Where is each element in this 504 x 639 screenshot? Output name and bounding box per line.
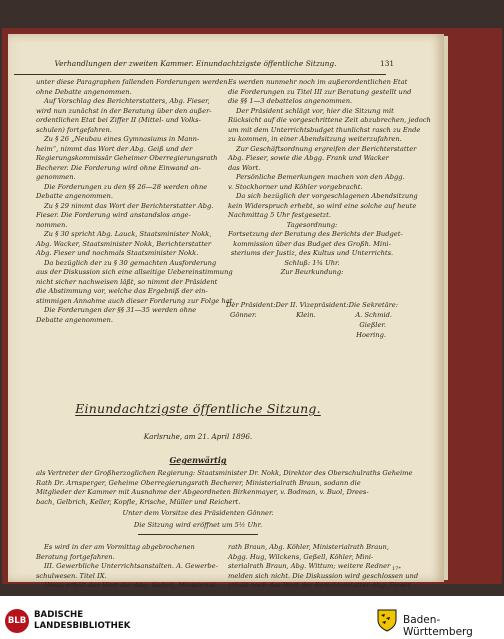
- text-line: steriums der Justiz, des Kultus und Unterrichts.: [230, 249, 394, 257]
- text-line: Der Präsident schlägt vor, hier die Sitzung mit: [236, 106, 394, 115]
- running-title: Verhandlungen der zweiten Kammer. Einundachtzigste öffentliche Sitzung.: [54, 59, 337, 68]
- library-name-line: LANDESBIBLIOTHEK: [34, 620, 131, 631]
- text-line: schulen) fortgefahren.: [36, 125, 112, 134]
- text-line: III. Gewerbliche Unterrichtsanstalten. A. Gewerbe-: [44, 562, 218, 570]
- text-line: genommen.: [36, 173, 76, 181]
- bottom-left-column: [36, 543, 218, 591]
- text-line: bach, Gelbrich, Keller, Kopfle, Krische, Müller und Reichert.: [36, 497, 241, 506]
- text-line: kommission über das Budget des Großh. Mini-: [233, 239, 391, 248]
- text-line: Zu § 30 spricht Abg. Lauck, Staatsminister Nokk,: [44, 230, 212, 238]
- text-line: zu kommen, in einer Abendsitzung weiterzufahren.: [228, 135, 402, 143]
- running-header: [8, 59, 444, 73]
- text-line: aus der Diskussion sich eine allseitige Uebereinstimmung: [36, 268, 233, 276]
- text-line: Abg. Fieser und nochmals Staatsminister Nokk.: [36, 249, 199, 257]
- document-page: [8, 34, 444, 589]
- section-divider: [138, 534, 258, 535]
- text-line: rath Braun, Abg. Köhler, Ministerialrath Braun,: [228, 543, 389, 551]
- right-column: [228, 78, 431, 278]
- session-title: Einundachtzigste öffentliche Sitzung.: [75, 401, 321, 416]
- present-list: [36, 469, 413, 507]
- text-line: Zu § 29 nimmt das Wort der Berichterstatter Abg.: [44, 201, 214, 210]
- text-line: Rath Dr. Arnsperger, Geheime Oberregierungsrath Becherer, Ministerialrath Braun, sodann die: [36, 478, 361, 487]
- text-line: wird nun zunächst in der Beratung über den außer-: [36, 106, 212, 115]
- blb-logo[interactable]: BLB: [5, 609, 29, 633]
- text-line: Nachmittag 5 Uhr festgesetzt.: [228, 211, 331, 219]
- text-line: stimmigen Annahme auch dieser Forderung zur Folge hat.: [36, 296, 235, 305]
- session-date: Karlsruhe, am 21. April 1896.: [143, 432, 253, 441]
- text-line: Es werden nunmehr noch im außerordentlichen Etat: [228, 78, 408, 86]
- text-line: v. Stockhorner und Köhler vorgebracht.: [228, 182, 363, 191]
- text-line: die §§ 1—3 debattelos angenommen.: [228, 97, 353, 105]
- text-line: Beratung fortgefahren.: [36, 552, 115, 561]
- text-line: Abg. Wacker, Staatsminister Nokk, Berichterstatter: [36, 239, 212, 248]
- text-line: Da bezüglich der zu § 30 gemachten Ausforderung: [44, 258, 217, 267]
- text-line: Da sich bezüglich der vorgeschlagenen Abendsitzung: [236, 192, 418, 200]
- library-name[interactable]: [34, 610, 130, 631]
- text-line: Hiezu erhält das Wort der Abg. Geßell, Ministerial-: [44, 581, 218, 589]
- text-line: ordentlichen Etat bei Ziffer II (Mittel- und Volks-: [36, 116, 201, 124]
- text-line: erhält noch das Wort der Berichterstatter Abg. Fieser.: [228, 581, 412, 589]
- text-line: schulwesen. Titel IX.: [36, 571, 107, 580]
- text-line: als Vertreter der Großherzoglichen Regierung: Staatsminister Dr. Nokk, Direktor des Oberschulraths Geheime: [36, 469, 413, 477]
- text-line: Rücksicht auf die vorgeschrittene Zeit abzubrechen, jedoch: [228, 116, 431, 124]
- text-line: Zur Beurkundung:: [280, 268, 344, 276]
- text-line: nommen.: [36, 220, 68, 229]
- text-line: Abgg. Hug, Wilckens, Geßell, Köhler, Mini-: [228, 552, 374, 561]
- signature-name: Gießler.: [359, 321, 386, 329]
- text-line: Auf Vorschlag des Berichterstatters, Abg. Fieser,: [44, 97, 210, 105]
- text-line: Schluß: 1¾ Uhr.: [284, 258, 340, 267]
- chair-line: Unter dem Vorsitze des Präsidenten Gönner.: [122, 509, 274, 517]
- signature-label: Der II. Vizepräsident:: [275, 301, 349, 309]
- text-line: Es wird in der am Vormittag abgebrochenen: [44, 543, 195, 551]
- text-line: Die Forderungen der §§ 31—35 werden ohne: [44, 306, 197, 314]
- baden-wuerttemberg-coat-of-arms-icon[interactable]: [376, 608, 398, 632]
- text-line: die Abstimmung vor, welche das Ergebniß der ein-: [36, 287, 208, 295]
- state-name[interactable]: Baden-Württemberg: [403, 614, 473, 638]
- left-column: [36, 78, 235, 325]
- text-line: Die Forderungen zu den §§ 26—28 werden ohne: [44, 182, 208, 191]
- text-line: melden sich nicht. Die Diskussion wird geschlossen und: [228, 571, 419, 580]
- text-line: sterialrath Braun, Abg. Wittum; weitere Redner: [228, 562, 391, 570]
- text-line: Zur Geschäftsordnung ergreifen der Berichterstatter: [236, 144, 417, 153]
- present-heading: Gegenwärtig: [169, 455, 227, 465]
- footer-mark: 17*: [392, 566, 401, 572]
- signature-block: [226, 300, 398, 340]
- text-line: Regierungskommissär Geheimer Oberregierungsrath: [36, 154, 218, 162]
- text-line: das Wort.: [228, 163, 261, 172]
- page-edge: [444, 36, 448, 580]
- text-line: die Forderungen zu Titel III zur Beratung gestellt und: [228, 87, 412, 96]
- text-line: Fieser. Die Forderung wird anstandslos ange-: [36, 211, 191, 219]
- text-line: Debatte angenommen.: [36, 315, 113, 324]
- opening-line: Die Sitzung wird eröffnet um 5½ Uhr.: [133, 521, 263, 529]
- signature-name: Klein.: [296, 311, 316, 319]
- text-line: Mitglieder der Kammer mit Ausnahme der Abgeordneten Birkenmayer, v. Bodman, v. Buol, Drees-: [36, 488, 369, 496]
- signature-name: Hoering.: [356, 331, 386, 339]
- text-line: Persönliche Bemerkungen machen von den Abgg.: [236, 173, 405, 181]
- text-line: nicht sicher nachweisen läßt, so nimmt der Präsident: [36, 277, 218, 286]
- text-line: unter diese Paragraphen fallenden Forderungen werden: [36, 78, 228, 86]
- text-line: Abg. Fieser, sowie die Abgg. Frank und Wacker: [228, 154, 389, 162]
- text-line: Fortsetzung der Beratung des Berichts der Budget-: [228, 230, 403, 238]
- text-line: ohne Debatte angenommen.: [36, 87, 132, 96]
- text-line: Tagesordnung:: [286, 220, 338, 229]
- signature-label: Die Sekretäre:: [348, 301, 398, 309]
- header-rule: [14, 74, 386, 75]
- text-line: heim“, nimmt das Wort der Abg. Geiß und der: [36, 144, 193, 153]
- text-line: Becherer. Die Forderung wird ohne Einwand an-: [36, 163, 201, 172]
- library-name-line: BADISCHE: [34, 610, 84, 620]
- text-line: kein Widerspruch erhebt, so wird eine solche auf heute: [228, 201, 417, 210]
- text-line: Zu § 26 „Neubau eines Gymnasiums in Mann-: [44, 135, 200, 143]
- signature-name: A. Schmid.: [355, 311, 392, 319]
- signature-label: Der Präsident:: [226, 301, 276, 309]
- text-line: um mit dem Unterrichtsbudget thunlichst rasch zu Ende: [228, 125, 421, 134]
- page-number: 131: [380, 59, 395, 68]
- signature-name: Gönner.: [230, 311, 257, 319]
- text-line: Debatte angenommen.: [36, 192, 113, 200]
